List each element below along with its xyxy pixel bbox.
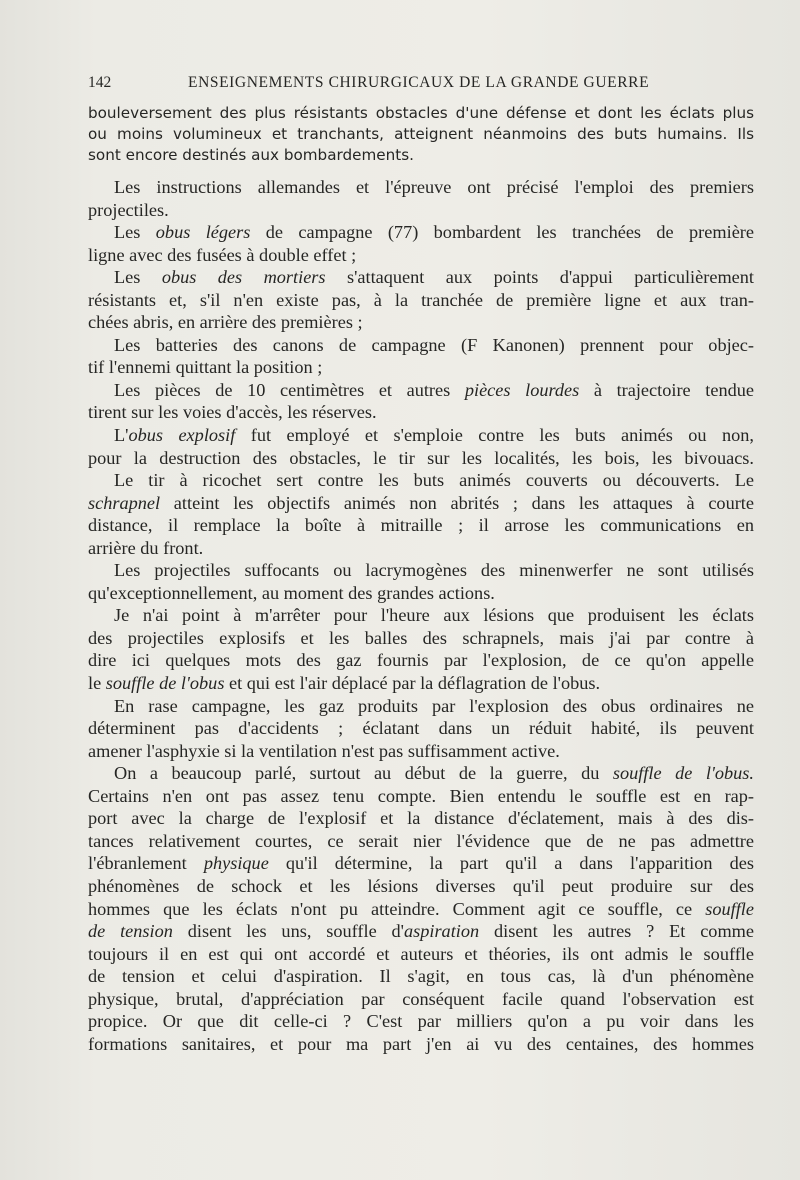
lead-line: ou moins volumineux et tranchants, atteignent néanmoins des buts humains. Ils	[88, 124, 754, 143]
italic-term: obus explosif	[128, 425, 236, 446]
italic-term: physique	[203, 853, 269, 874]
text-segment: projectiles.	[88, 199, 169, 220]
text-segment: formations sanitaires, et pour ma part j'en ai vu des centaines, des hommes	[88, 1033, 754, 1054]
text-line	[88, 356, 754, 379]
lead-line: bouleversement des plus résistants obstacles d'une défense et dont les éclats plus	[88, 104, 754, 122]
running-title: ENSEIGNEMENTS CHIRURGICAUX DE LA GRANDE GUERRE	[188, 74, 650, 91]
text-segment: toujours il en est qui ont accordé et auteurs et théories, ils ont admis le souffle	[88, 943, 754, 964]
text-segment: l'ébranlement	[88, 853, 204, 874]
text-line	[88, 311, 754, 334]
text-segment: arrière du front.	[88, 537, 204, 558]
text-segment: amener l'asphyxie si la ventilation n'est pas suffisamment active.	[88, 740, 560, 761]
text-segment: disent les autres ? Et comme	[479, 921, 755, 942]
text-segment: de tension et celui d'aspiration. Il s'agit, en tous cas, là d'un phénomène	[88, 966, 754, 987]
text-segment: qu'exceptionnellement, au moment des grandes actions.	[88, 582, 495, 603]
text-line	[88, 695, 754, 718]
text-segment: et qui est l'air déplacé par la déflagration de l'obus.	[224, 673, 601, 694]
text-line	[88, 627, 754, 650]
body-text	[88, 176, 754, 1055]
italic-term: aspiration	[403, 921, 480, 942]
text-line	[88, 965, 754, 988]
text-line	[88, 830, 754, 853]
text-line	[88, 514, 754, 537]
text-line	[88, 582, 754, 605]
text-segment: dire ici quelques mots des gaz fournis par l'explosion, de ce qu'on appelle	[88, 650, 754, 671]
text-line	[88, 740, 754, 763]
italic-term: pièces lourdes	[464, 379, 580, 400]
text-segment: Les projectiles suffocants ou lacrymogènes des minenwerfer ne sont utilisés	[114, 560, 754, 581]
italic-term: obus légers	[155, 222, 251, 243]
text-segment: port avec la charge de l'explosif et la distance d'éclatement, mais à des dis-	[88, 808, 754, 829]
text-segment: tirent sur les voies d'accès, les réserves.	[88, 402, 377, 423]
text-segment: tif l'ennemi quittant la position ;	[88, 357, 323, 378]
text-segment: Le tir à ricochet sert contre les buts animés couverts ou découverts. Le	[114, 470, 754, 491]
text-segment: chées abris, en arrière des premières ;	[88, 312, 363, 333]
text-line	[88, 559, 754, 582]
text-line	[88, 244, 754, 267]
text-segment: On a beaucoup parlé, surtout au début de la guerre, du	[114, 763, 613, 784]
text-line	[88, 289, 754, 312]
text-line	[88, 1010, 754, 1033]
text-line	[88, 199, 754, 222]
text-line	[88, 988, 754, 1011]
italic-term: de tension	[88, 921, 173, 942]
text-segment: Les instructions allemandes et l'épreuve ont précisé l'emploi des premiers	[114, 177, 754, 197]
text-segment: ligne avec des fusées à double effet ;	[88, 244, 357, 265]
text-line	[88, 266, 754, 289]
text-segment: Les batteries des canons de campagne (F Kanonen) prennent pour objec-	[114, 334, 754, 355]
text-line	[88, 649, 754, 672]
text-segment: hommes que les éclats n'ont pu atteindre. Comment agit ce souffle, ce	[88, 898, 706, 919]
text-segment: résistants et, s'il n'en existe pas, à la tranchée de première ligne et aux tran-	[88, 289, 754, 310]
text-line	[88, 176, 754, 199]
text-line	[88, 807, 754, 830]
text-line	[88, 424, 754, 447]
italic-term: souffle de l'obus.	[612, 763, 754, 784]
text-segment: distance, il remplace la boîte à mitraille ; il arrose les communications en	[88, 515, 754, 536]
lead-paragraph	[88, 103, 754, 165]
page-number: 142	[88, 74, 112, 91]
text-segment: Les	[114, 267, 162, 288]
text-segment: s'attaquent aux points d'appui particulièrement	[325, 267, 754, 288]
text-line	[88, 221, 754, 244]
text-segment: Les pièces de 10 centimètres et autres	[114, 379, 465, 400]
text-line	[88, 447, 754, 470]
text-segment: Les	[114, 222, 156, 243]
text-line	[88, 898, 754, 921]
text-line	[88, 943, 754, 966]
text-line	[88, 785, 754, 808]
text-segment: propice. Or que dit celle-ci ? C'est par milliers qu'on a pu voir dans les	[88, 1011, 754, 1032]
text-line	[88, 852, 754, 875]
text-line	[88, 334, 754, 357]
text-segment: L'	[114, 425, 129, 446]
page-header	[88, 74, 742, 96]
italic-term: schrapnel	[88, 492, 161, 513]
italic-term: souffle de l'obus	[105, 673, 225, 694]
text-segment: tances relativement courtes, ce serait nier l'évidence que de ne pas admettre	[88, 830, 754, 851]
text-line	[88, 762, 754, 785]
text-segment: atteint les objectifs animés non abrités ; dans les attaques à courte	[160, 492, 754, 513]
text-line	[88, 1033, 754, 1056]
text-segment: Certains n'en ont pas assez tenu compte. Bien entendu le souffle est en rap-	[88, 785, 754, 806]
text-line	[88, 492, 754, 515]
text-segment: pour la destruction des obstacles, le tir sur les localités, les bois, les bivouacs.	[88, 447, 754, 468]
text-segment: le	[88, 673, 106, 694]
text-segment: fut employé et s'emploie contre les buts animés ou non,	[235, 425, 754, 446]
lead-line: sont encore destinés aux bombardements.	[88, 145, 414, 164]
text-line	[88, 401, 754, 424]
text-segment: En rase campagne, les gaz produits par l'explosion des obus ordinaires ne	[114, 695, 754, 716]
text-line	[88, 604, 754, 627]
text-segment: des projectiles explosifs et les balles des schrapnels, mais j'ai par contre à	[88, 627, 754, 648]
text-segment: déterminent pas d'accidents ; éclatant dans un réduit habité, ils peuvent	[88, 718, 754, 739]
text-segment: de campagne (77) bombardent les tranchées de première	[250, 222, 755, 243]
text-line	[88, 875, 754, 898]
italic-term: souffle	[705, 898, 754, 919]
text-line	[88, 537, 754, 560]
text-line	[88, 717, 754, 740]
text-line	[88, 920, 754, 943]
text-segment: à trajectoire tendue	[579, 379, 754, 400]
italic-term: obus des mortiers	[161, 267, 326, 288]
text-line	[88, 379, 754, 402]
text-segment: phénomènes de schock et les lésions diverses qu'il peut produire sur des	[88, 875, 754, 896]
text-line	[88, 469, 754, 492]
text-segment: physique, brutal, d'appréciation par conséquent facile quand l'observation est	[88, 988, 754, 1009]
text-line	[88, 672, 754, 695]
text-segment: Je n'ai point à m'arrêter pour l'heure aux lésions que produisent les éclats	[114, 605, 754, 626]
text-segment: disent les uns, souffle d'	[172, 921, 404, 942]
text-segment: qu'il détermine, la part qu'il a dans l'apparition des	[268, 853, 754, 874]
